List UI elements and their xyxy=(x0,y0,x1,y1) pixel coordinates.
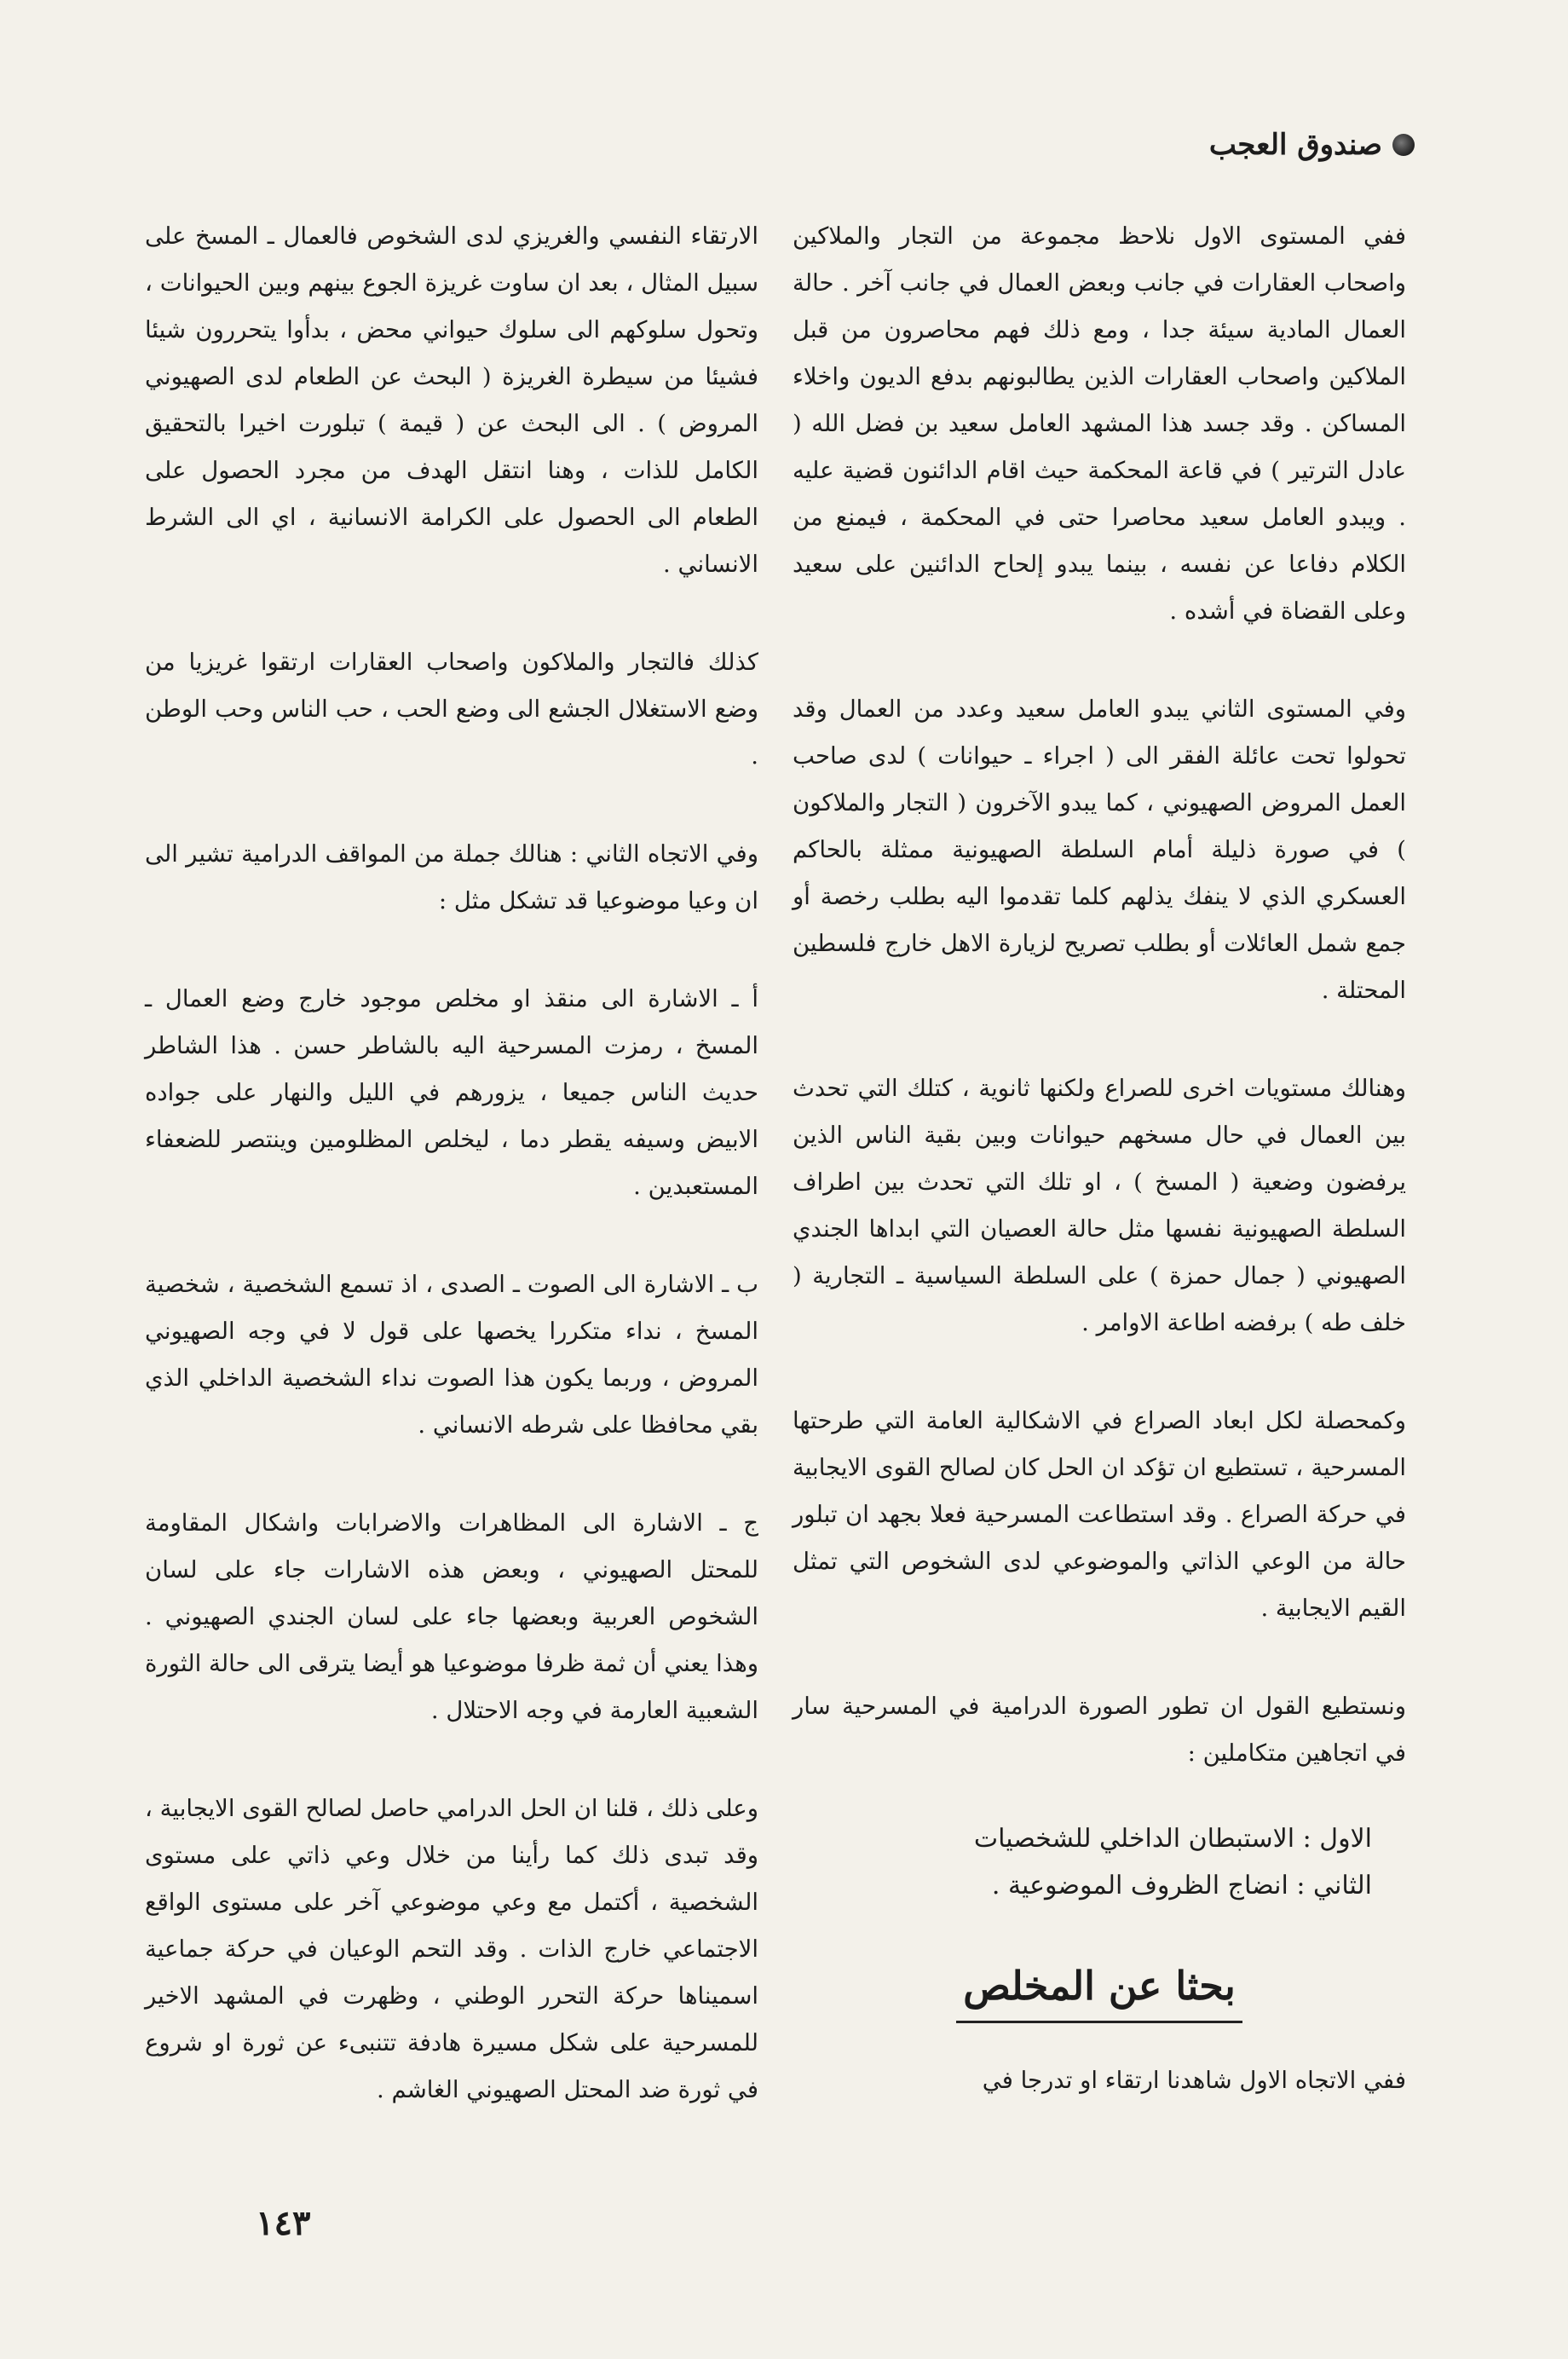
bullet-icon xyxy=(1392,134,1415,156)
definition-item: الاول : الاستبطان الداخلي للشخصيات xyxy=(973,1824,1372,1854)
right-column xyxy=(793,213,1406,2155)
running-header xyxy=(1209,128,1415,162)
paragraph: ب ـ الاشارة الى الصوت ـ الصدى ، اذ تسمع الشخصية ، شخصية المسخ ، نداء متكررا يخصها على قول لا في وجه الصهيوني المروض ، وربما يكون هذا الصوت نداء الشخصية الداخلي الذي بقي محافظا على شرطه الانساني . xyxy=(145,1271,759,1439)
section-heading-text: بحثا عن المخلص xyxy=(956,1956,1242,2023)
paragraph: كذلك فالتجار والملاكون واصحاب العقارات ارتقوا غريزيا من وضع الاستغلال الجشع الى وضع الحب ، حب الناس وحب الوطن . xyxy=(145,649,758,770)
left-column xyxy=(145,213,758,2165)
paragraph: وفي المستوى الثاني يبدو العامل سعيد وعدد من العمال وقد تحولوا تحت عائلة الفقر الى ( اجراء ـ حيوانات ) لدى صاحب العمل المروض الصهيوني ، كما يبدو الآخرون ( التجار والملاكون ) في صورة ذليلة أمام السلطة الصهيونية ممثلة بالحاكم العسكري الذي لا ينفك يذلهم كلما تقدموا اليه بطلب رخصة أو جمع شمل العائلات أو بطلب تصريح لزيارة الاهل خارج فلسطين المحتلة . xyxy=(793,695,1406,1004)
paragraph: وكمحصلة لكل ابعاد الصراع في الاشكالية العامة التي طرحتها المسرحية ، تستطيع ان تؤكد ان الحل كان لصالح القوى الايجابية في حركة الصراع . وقد استطاعت المسرحية فعلا بجهد ان تبلور حالة من الوعي الذاتي والموضوعي لدى الشخوص التي تمثل القيم الايجابية . xyxy=(793,1407,1406,1622)
paragraph: وهنالك مستويات اخرى للصراع ولكنها ثانوية ، كتلك التي تحدث بين العمال في حال مسخهم حيوانات وبين بقية الناس الذين يرفضون وضعية ( المسخ ) ، او تلك التي تحدث بين اطراف السلطة الصهيونية نفسها مثل حالة العصيان التي ابداها الجندي الصهيوني ( جمال حمزة ) على السلطة السياسية ـ التجارية ( خلف طه ) برفضه اطاعة الاوامر . xyxy=(793,1075,1406,1336)
journal-title: صندوق العجب xyxy=(1208,128,1382,162)
paragraph: الارتقاء النفسي والغريزي لدى الشخوص فالعمال ـ المسخ على سبيل المثال ، بعد ان ساوت غريزة الجوع بينهم وبين الحيوانات ، وتحول سلوكهم الى سلوك حيواني محض ، بدأوا يتحررون شيئا فشيئا من سيطرة الغريزة ( البحث عن الطعام لدى الصهيوني المروض ) . الى البحث عن ( قيمة ) تبلورت اخيرا بالتحقيق الكامل للذات ، وهنا انتقل الهدف من مجرد الحصول على الطعام الى الحصول على الكرامة الانسانية ، اي الى الشرط الانساني . xyxy=(145,222,758,578)
paragraph: ونستطيع القول ان تطور الصورة الدرامية في المسرحية سار في اتجاهين متكاملين : xyxy=(793,1693,1406,1767)
paragraph: وعلى ذلك ، قلنا ان الحل الدرامي حاصل لصالح القوى الايجابية ، وقد تبدى ذلك كما رأينا من خلال وعي ذاتي على مستوى الشخصية ، أكتمل مع وعي موضوعي آخر على مستوى الواقع الاجتماعي خارج الذات . وقد التحم الوعيان في حركة جماعية اسميناها حركة التحرر الوطني ، وظهرت في المشهد الاخير للمسرحية على شكل مسيرة هادفة تتنبىء عن ثورة او شروع في ثورة ضد المحتل الصهيوني الغاشم . xyxy=(145,1795,758,2103)
paragraph: ففي المستوى الاول نلاحظ مجموعة من التجار والملاكين واصحاب العقارات في جانب وبعض العمال في جانب آخر . حالة العمال المادية سيئة جدا ، ومع ذلك فهم محاصرون من قبل الملاكين واصحاب العقارات الذين يطالبونهم بدفع الديون واخلاء المساكن . وقد جسد هذا المشهد العامل سعيد بن فضل الله ( عادل الترتير ) في قاعة المحكمة حيث اقام الدائنون قضية عليه . ويبدو العامل سعيد محاصرا حتى في المحكمة ، فيمنع من الكلام دفاعا عن نفسه ، بينما يبدو إلحاح الدائنين على سعيد وعلى القضاة في أشده . xyxy=(793,222,1406,625)
paragraph: وفي الاتجاه الثاني : هنالك جملة من المواقف الدرامية تشير الى ان وعيا موضوعيا قد تشكل مثل : xyxy=(145,840,758,914)
paragraph: أ ـ الاشارة الى منقذ او مخلص موجود خارج وضع العمال ـ المسخ ، رمزت المسرحية اليه بالشاطر حسن . هذا الشاطر حديث الناس جميعا ، يزورهم في الليل والنهار على جواده الابيض وسيفه يقطر دما ، ليخلص المظلومين وينتصر للضعفاء المستعبدين . xyxy=(145,985,758,1200)
paragraph: ففي الاتجاه الاول شاهدنا ارتقاء او تدرجا في xyxy=(982,2067,1406,2094)
section-heading xyxy=(793,1956,1406,2023)
definitions-list xyxy=(793,1815,1372,1909)
page-number: ١٤٣ xyxy=(256,2203,311,2243)
paragraph: ج ـ الاشارة الى المظاهرات والاضرابات واشكال المقاومة للمحتل الصهيوني ، وبعض هذه الاشارات جاء على لسان الشخوص العربية وبعضها جاء على لسان الجندي الصهيوني . وهذا يعني أن ثمة ظرفا موضوعيا هو أيضا يترقى الى حالة الثورة الشعبية العارمة في وجه الاحتلال . xyxy=(145,1509,758,1724)
definition-item: الثاني : انضاج الظروف الموضوعية . xyxy=(991,1871,1372,1900)
